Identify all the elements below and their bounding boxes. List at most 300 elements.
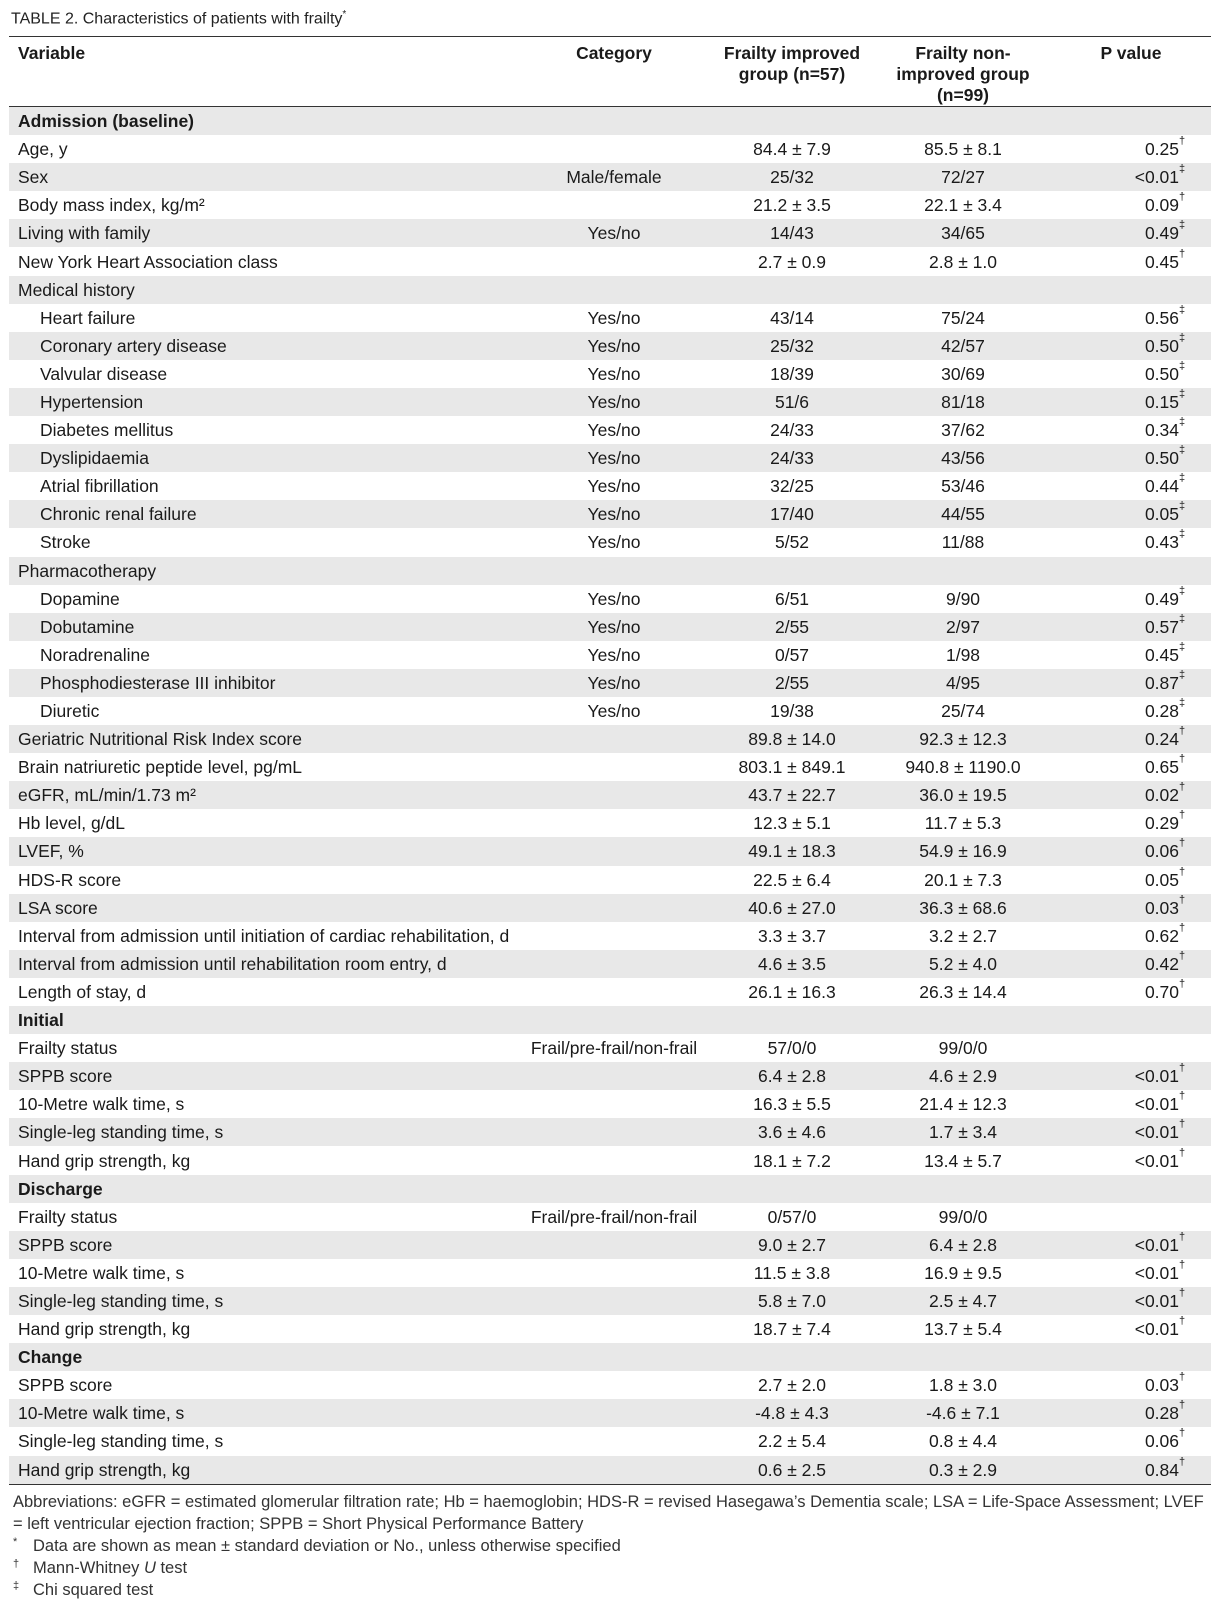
cell-variable: Hand grip strength, kg — [18, 1319, 191, 1340]
cell-category — [519, 1399, 709, 1427]
cell-p-value — [1051, 528, 1211, 556]
table-row — [9, 1371, 1211, 1399]
cell-group-non-improved: 85.5 ± 8.1 — [924, 139, 1002, 160]
cell-category: Yes/no — [587, 307, 641, 328]
header-category: Category — [576, 43, 652, 63]
p-value-text: 0.03 † — [1144, 893, 1186, 918]
cell-group-non-improved: 99/0/0 — [938, 1038, 988, 1059]
footnote-mann-whitney: † Mann-Whitney U test — [13, 1557, 188, 1577]
cell-p-value — [1051, 1175, 1211, 1203]
p-value-text: 0.50 ‡ — [1144, 444, 1186, 469]
cell-variable: Diuretic — [40, 701, 100, 722]
p-value-text: 0.06 † — [1144, 1427, 1186, 1452]
cell-group-improved: 18/39 — [770, 363, 814, 384]
p-value-text: <0.01 † — [1134, 1315, 1186, 1340]
cell-p-value — [1051, 500, 1211, 528]
table-container — [9, 0, 1211, 1601]
cell-category — [519, 1175, 709, 1203]
table-row — [9, 163, 1211, 191]
p-value-text: 0.34 ‡ — [1144, 416, 1186, 441]
cell-variable: Diabetes mellitus — [40, 420, 174, 441]
cell-p-value — [1051, 950, 1211, 978]
cell-group-improved: 49.1 ± 18.3 — [748, 841, 836, 862]
p-value-text: 0.70 † — [1144, 977, 1186, 1002]
cell-group-improved: 17/40 — [770, 504, 814, 525]
cell-p-value — [1051, 1203, 1211, 1231]
cell-group-non-improved: 3.2 ± 2.7 — [929, 925, 997, 946]
table-row — [9, 472, 1211, 500]
section-row — [9, 1343, 1211, 1371]
cell-group-non-improved: 72/27 — [941, 167, 985, 188]
cell-p-value — [1051, 1062, 1211, 1090]
table-row — [9, 1427, 1211, 1455]
cell-group-improved: 2/55 — [774, 672, 810, 693]
cell-group-non-improved: 2.5 ± 4.7 — [929, 1290, 997, 1311]
cell-variable: Single-leg standing time, s — [18, 1431, 224, 1452]
p-value-text: 0.87 ‡ — [1144, 668, 1186, 693]
cell-p-value — [1051, 641, 1211, 669]
test-mark: † — [1179, 191, 1186, 204]
cell-category: Yes/no — [587, 391, 641, 412]
cell-p-value — [1051, 922, 1211, 950]
cell-p-value — [1051, 276, 1211, 304]
cell-p-value — [1051, 1231, 1211, 1259]
cell-group-improved — [709, 107, 875, 136]
cell-group-improved — [709, 557, 875, 585]
section-row — [9, 1175, 1211, 1203]
cell-p-value — [1051, 866, 1211, 894]
test-mark: † — [1179, 725, 1186, 738]
cell-variable: 10-Metre walk time, s — [18, 1262, 185, 1283]
table-row — [9, 753, 1211, 781]
table-row — [9, 276, 1211, 304]
cell-category — [519, 557, 709, 585]
cell-variable: Interval from admission until initiation of cardiac rehabilitation, d — [18, 925, 510, 946]
cell-group-improved: 0/57/0 — [767, 1206, 817, 1227]
cell-variable: Single-leg standing time, s — [18, 1122, 224, 1143]
test-mark: ‡ — [1179, 359, 1186, 372]
cell-variable: Dyslipidaemia — [40, 448, 149, 469]
cell-group-non-improved: 75/24 — [941, 307, 985, 328]
cell-category — [519, 1090, 709, 1118]
p-value-text: 0.25 † — [1144, 135, 1186, 160]
table-row — [9, 528, 1211, 556]
footnote-chi-squared: ‡ Chi squared test — [13, 1579, 154, 1599]
p-value-text: 0.49 ‡ — [1144, 219, 1186, 244]
cell-p-value — [1051, 1118, 1211, 1146]
cell-variable: Geriatric Nutritional Risk Index score — [18, 729, 302, 750]
test-mark: ‡ — [1179, 528, 1186, 541]
cell-group-improved: 9.0 ± 2.7 — [758, 1234, 826, 1255]
cell-category — [519, 1062, 709, 1090]
cell-variable: Dopamine — [40, 588, 120, 609]
cell-category — [519, 1456, 709, 1485]
p-value-text: 0.29 † — [1144, 809, 1186, 834]
cell-group-non-improved: 4.6 ± 2.9 — [929, 1066, 997, 1087]
cell-variable: Brain natriuretic peptide level, pg/mL — [18, 757, 303, 778]
cell-group-non-improved: 42/57 — [941, 335, 985, 356]
cell-group-non-improved: 1.8 ± 3.0 — [929, 1375, 997, 1396]
cell-group-non-improved: 16.9 ± 9.5 — [924, 1262, 1002, 1283]
cell-group-improved: -4.8 ± 4.3 — [755, 1403, 829, 1424]
cell-group-non-improved: 0.8 ± 4.4 — [929, 1431, 997, 1452]
table-row — [9, 416, 1211, 444]
cell-category — [519, 1427, 709, 1455]
cell-variable: Phosphodiesterase III inhibitor — [40, 672, 276, 693]
test-mark: † — [1179, 1286, 1186, 1299]
cell-group-improved: 16.3 ± 5.5 — [753, 1094, 831, 1115]
cell-group-non-improved: 11.7 ± 5.3 — [924, 813, 1002, 834]
cell-variable: Living with family — [18, 223, 151, 244]
header-variable: Variable — [18, 43, 86, 63]
cell-group-improved: 3.6 ± 4.6 — [758, 1122, 826, 1143]
cell-group-improved: 5.8 ± 7.0 — [758, 1290, 826, 1311]
test-mark: † — [1179, 1230, 1186, 1243]
cell-category: Frail/pre-frail/non-frail — [530, 1206, 698, 1227]
cell-category: Yes/no — [587, 588, 641, 609]
table-row — [9, 978, 1211, 1006]
test-mark: ‡ — [1179, 444, 1186, 457]
table-row — [9, 1146, 1211, 1174]
cell-variable: Pharmacotherapy — [18, 560, 157, 581]
cell-category — [519, 1343, 709, 1371]
cell-group-non-improved: 5.2 ± 4.0 — [929, 953, 997, 974]
cell-group-non-improved: 11/88 — [941, 532, 985, 553]
cell-group-improved — [709, 1175, 875, 1203]
cell-group-non-improved: 99/0/0 — [938, 1206, 988, 1227]
table-row — [9, 557, 1211, 585]
cell-variable: Heart failure — [40, 307, 136, 328]
p-value-text: 0.06 † — [1144, 837, 1186, 862]
cell-group-non-improved: 43/56 — [941, 448, 985, 469]
cell-p-value — [1051, 1427, 1211, 1455]
test-mark: † — [1179, 781, 1186, 794]
cell-category — [519, 247, 709, 275]
cell-group-improved: 25/32 — [770, 167, 814, 188]
table-row — [9, 1203, 1211, 1231]
table-row — [9, 894, 1211, 922]
caption-title: TABLE 2. Characteristics of patients with frailty — [11, 10, 343, 28]
cell-p-value — [1051, 247, 1211, 275]
p-value-text: 0.50 ‡ — [1144, 331, 1186, 356]
cell-group-improved: 2.7 ± 0.9 — [758, 251, 826, 272]
cell-category — [519, 1231, 709, 1259]
cell-category — [519, 276, 709, 304]
cell-p-value — [1051, 697, 1211, 725]
table-row — [9, 1456, 1211, 1485]
cell-p-value — [1051, 332, 1211, 360]
cell-group-improved: 89.8 ± 14.0 — [748, 729, 836, 750]
cell-p-value — [1051, 1315, 1211, 1343]
table-row — [9, 669, 1211, 697]
cell-category: Yes/no — [587, 672, 641, 693]
cell-category: Yes/no — [587, 504, 641, 525]
test-mark: ‡ — [1179, 331, 1186, 344]
cell-category — [519, 1006, 709, 1034]
cell-category — [519, 950, 709, 978]
p-value-text: <0.01 † — [1134, 1230, 1186, 1255]
cell-group-improved: 25/32 — [770, 335, 814, 356]
p-value-text: 0.62 † — [1144, 921, 1186, 946]
table-row — [9, 866, 1211, 894]
cell-variable: Age, y — [18, 139, 68, 160]
cell-variable: Admission (baseline) — [18, 111, 195, 132]
table-row — [9, 1118, 1211, 1146]
test-mark: † — [1179, 1090, 1186, 1103]
cell-variable: eGFR, mL/min/1.73 m² — [18, 785, 196, 806]
cell-category: Yes/no — [587, 476, 641, 497]
table-row — [9, 247, 1211, 275]
p-value-text: 0.28 † — [1144, 1399, 1186, 1424]
cell-group-improved — [709, 1343, 875, 1371]
p-value-text: 0.43 ‡ — [1144, 528, 1186, 553]
cell-variable: Body mass index, kg/m² — [18, 195, 205, 216]
p-value-text: <0.01 † — [1134, 1258, 1186, 1283]
cell-group-improved: 22.5 ± 6.4 — [753, 869, 831, 890]
cell-category: Yes/no — [587, 644, 641, 665]
cell-category: Yes/no — [587, 363, 641, 384]
caption-mark: * — [342, 9, 347, 20]
test-mark: † — [1179, 1399, 1186, 1412]
characteristics-table — [9, 36, 1211, 1485]
cell-p-value — [1051, 1456, 1211, 1485]
footnote-data: * Data are shown as mean ± standard deviation or No., unless otherwise specified — [13, 1535, 621, 1555]
table-row — [9, 360, 1211, 388]
table-body — [9, 107, 1211, 1485]
cell-variable: Hand grip strength, kg — [18, 1459, 191, 1480]
cell-group-improved: 0.6 ± 2.5 — [758, 1459, 826, 1480]
cell-category: Yes/no — [587, 448, 641, 469]
cell-group-improved: 21.2 ± 3.5 — [753, 195, 831, 216]
cell-group-non-improved: 44/55 — [941, 504, 985, 525]
cell-variable: Dobutamine — [40, 616, 135, 637]
cell-group-non-improved: 13.7 ± 5.4 — [924, 1319, 1002, 1340]
table-row — [9, 809, 1211, 837]
cell-group-non-improved — [875, 107, 1051, 136]
cell-category — [519, 135, 709, 163]
cell-group-improved: 19/38 — [770, 701, 814, 722]
table-row — [9, 1259, 1211, 1287]
cell-group-improved: 14/43 — [770, 223, 814, 244]
test-mark: ‡ — [1179, 472, 1186, 485]
cell-p-value — [1051, 304, 1211, 332]
cell-category: Yes/no — [587, 335, 641, 356]
header-group-improved: Frailty improved group (n=57) — [723, 43, 861, 84]
table-row — [9, 1231, 1211, 1259]
p-value-text: 0.65 † — [1144, 753, 1186, 778]
cell-p-value — [1051, 135, 1211, 163]
p-value-text: <0.01 ‡ — [1134, 163, 1186, 188]
cell-group-improved — [709, 276, 875, 304]
cell-category: Yes/no — [587, 420, 641, 441]
cell-group-non-improved: 1/98 — [945, 644, 981, 665]
section-row — [9, 1006, 1211, 1034]
test-mark: † — [1179, 1427, 1186, 1440]
p-value-text: 0.09 † — [1144, 191, 1186, 216]
p-value-text: 0.05 ‡ — [1144, 500, 1186, 525]
cell-p-value — [1051, 360, 1211, 388]
test-mark: ‡ — [1179, 500, 1186, 513]
footnote-abbreviations: Abbreviations: eGFR = estimated glomerular filtration rate; Hb = haemoglobin; HDS-R = revised Hasegawa’s Dementia scale; LSA = Life-Space Assessment; LVEF = left ventricular ejection fraction; SPPB = Short Physical Performance Battery — [13, 1492, 1204, 1533]
cell-p-value — [1051, 1090, 1211, 1118]
cell-group-improved: 6/51 — [774, 588, 810, 609]
cell-variable: Discharge — [18, 1178, 103, 1199]
table-row — [9, 585, 1211, 613]
cell-p-value — [1051, 837, 1211, 865]
cell-group-non-improved: 36.0 ± 19.5 — [919, 785, 1007, 806]
cell-variable: Coronary artery disease — [40, 335, 227, 356]
cell-p-value — [1051, 163, 1211, 191]
table-row — [9, 1287, 1211, 1315]
cell-variable: Noradrenaline — [40, 644, 150, 665]
cell-group-non-improved: 30/69 — [941, 363, 985, 384]
cell-category — [519, 837, 709, 865]
table-row — [9, 613, 1211, 641]
test-mark: ‡ — [1179, 416, 1186, 429]
cell-variable: Sex — [18, 167, 49, 188]
table-row — [9, 725, 1211, 753]
cell-category: Yes/no — [587, 616, 641, 637]
cell-group-improved: 43/14 — [770, 307, 814, 328]
p-value-text: 0.56 ‡ — [1144, 303, 1186, 328]
table-row — [9, 697, 1211, 725]
cell-category: Yes/no — [587, 223, 641, 244]
test-mark: † — [1179, 1315, 1186, 1328]
cell-group-non-improved: 26.3 ± 14.4 — [919, 981, 1007, 1002]
cell-p-value — [1051, 444, 1211, 472]
header-row — [9, 37, 1211, 107]
table-row — [9, 332, 1211, 360]
table-row — [9, 135, 1211, 163]
p-value-text: 0.15 ‡ — [1144, 387, 1186, 412]
cell-group-improved: 24/33 — [770, 448, 814, 469]
cell-variable: Valvular disease — [40, 363, 168, 384]
cell-p-value — [1051, 1146, 1211, 1174]
cell-group-improved: 3.3 ± 3.7 — [758, 925, 826, 946]
cell-variable: Hypertension — [40, 391, 144, 412]
cell-group-non-improved — [875, 557, 1051, 585]
cell-p-value — [1051, 613, 1211, 641]
test-mark: † — [1179, 135, 1186, 148]
test-mark: ‡ — [1179, 668, 1186, 681]
cell-p-value — [1051, 894, 1211, 922]
p-value-text: 0.02 † — [1144, 781, 1186, 806]
cell-group-non-improved — [875, 1006, 1051, 1034]
cell-group-improved — [709, 1006, 875, 1034]
table-row — [9, 500, 1211, 528]
test-mark: † — [1179, 865, 1186, 878]
cell-group-non-improved: 2.8 ± 1.0 — [929, 251, 997, 272]
test-mark: † — [1179, 1118, 1186, 1131]
cell-category: Yes/no — [587, 701, 641, 722]
cell-variable: Length of stay, d — [18, 981, 147, 1002]
cell-variable: SPPB score — [18, 1066, 113, 1087]
cell-group-improved: 32/25 — [770, 476, 814, 497]
test-mark: † — [1179, 1062, 1186, 1075]
test-mark: ‡ — [1179, 303, 1186, 316]
cell-group-non-improved: 13.4 ± 5.7 — [924, 1150, 1002, 1171]
cell-group-non-improved: 34/65 — [941, 223, 985, 244]
test-mark: ‡ — [1179, 584, 1186, 597]
p-value-text: 0.57 ‡ — [1144, 612, 1186, 637]
cell-p-value — [1051, 557, 1211, 585]
test-mark: † — [1179, 1146, 1186, 1159]
cell-group-improved: 51/6 — [774, 391, 810, 412]
cell-category — [519, 107, 709, 136]
table-row — [9, 1399, 1211, 1427]
cell-variable: Single-leg standing time, s — [18, 1290, 224, 1311]
table-footnotes — [9, 1485, 1211, 1601]
test-mark: † — [1179, 1455, 1186, 1468]
cell-group-improved: 26.1 ± 16.3 — [748, 981, 836, 1002]
cell-p-value — [1051, 1343, 1211, 1371]
cell-p-value — [1051, 1371, 1211, 1399]
cell-variable: Frailty status — [18, 1038, 118, 1059]
p-value-text: 0.45 ‡ — [1144, 640, 1186, 665]
cell-variable: Medical history — [18, 279, 135, 300]
table-row — [9, 191, 1211, 219]
cell-category — [519, 1146, 709, 1174]
p-value-text: 0.28 ‡ — [1144, 697, 1186, 722]
cell-p-value — [1051, 781, 1211, 809]
cell-group-improved: 2/55 — [774, 616, 810, 637]
cell-group-non-improved: 36.3 ± 68.6 — [919, 897, 1007, 918]
cell-p-value — [1051, 585, 1211, 613]
test-mark: ‡ — [1179, 163, 1186, 176]
cell-category — [519, 1371, 709, 1399]
cell-group-non-improved: 92.3 ± 12.3 — [919, 729, 1007, 750]
test-mark: † — [1179, 893, 1186, 906]
table-row — [9, 304, 1211, 332]
cell-p-value — [1051, 809, 1211, 837]
cell-p-value — [1051, 388, 1211, 416]
cell-variable: HDS-R score — [18, 869, 122, 890]
cell-group-non-improved: 20.1 ± 7.3 — [924, 869, 1002, 890]
cell-group-improved: 43.7 ± 22.7 — [748, 785, 836, 806]
cell-variable: Atrial fibrillation — [40, 476, 159, 497]
cell-category: Frail/pre-frail/non-frail — [530, 1038, 698, 1059]
test-mark: † — [1179, 837, 1186, 850]
cell-group-improved: 6.4 ± 2.8 — [758, 1066, 826, 1087]
cell-group-non-improved — [875, 1343, 1051, 1371]
cell-category — [519, 725, 709, 753]
test-mark: † — [1179, 977, 1186, 990]
table-row — [9, 1062, 1211, 1090]
cell-group-non-improved — [875, 276, 1051, 304]
cell-variable: New York Heart Association class — [18, 251, 278, 272]
cell-category — [519, 1118, 709, 1146]
table-row — [9, 781, 1211, 809]
cell-group-improved: 18.7 ± 7.4 — [753, 1319, 831, 1340]
cell-p-value — [1051, 1006, 1211, 1034]
cell-category — [519, 922, 709, 950]
cell-p-value — [1051, 416, 1211, 444]
p-value-text: 0.24 † — [1144, 725, 1186, 750]
table-row — [9, 837, 1211, 865]
cell-group-non-improved: 53/46 — [941, 476, 985, 497]
cell-variable: Frailty status — [18, 1206, 118, 1227]
cell-group-non-improved: 81/18 — [941, 391, 985, 412]
cell-variable: 10-Metre walk time, s — [18, 1403, 185, 1424]
cell-category — [519, 866, 709, 894]
p-value-text: <0.01 † — [1134, 1090, 1186, 1115]
cell-group-improved: 57/0/0 — [767, 1038, 817, 1059]
cell-variable: LSA score — [18, 897, 98, 918]
cell-group-improved: 4.6 ± 3.5 — [758, 953, 826, 974]
cell-group-improved: 18.1 ± 7.2 — [753, 1150, 831, 1171]
cell-group-non-improved: 2/97 — [945, 616, 981, 637]
test-mark: † — [1179, 247, 1186, 260]
